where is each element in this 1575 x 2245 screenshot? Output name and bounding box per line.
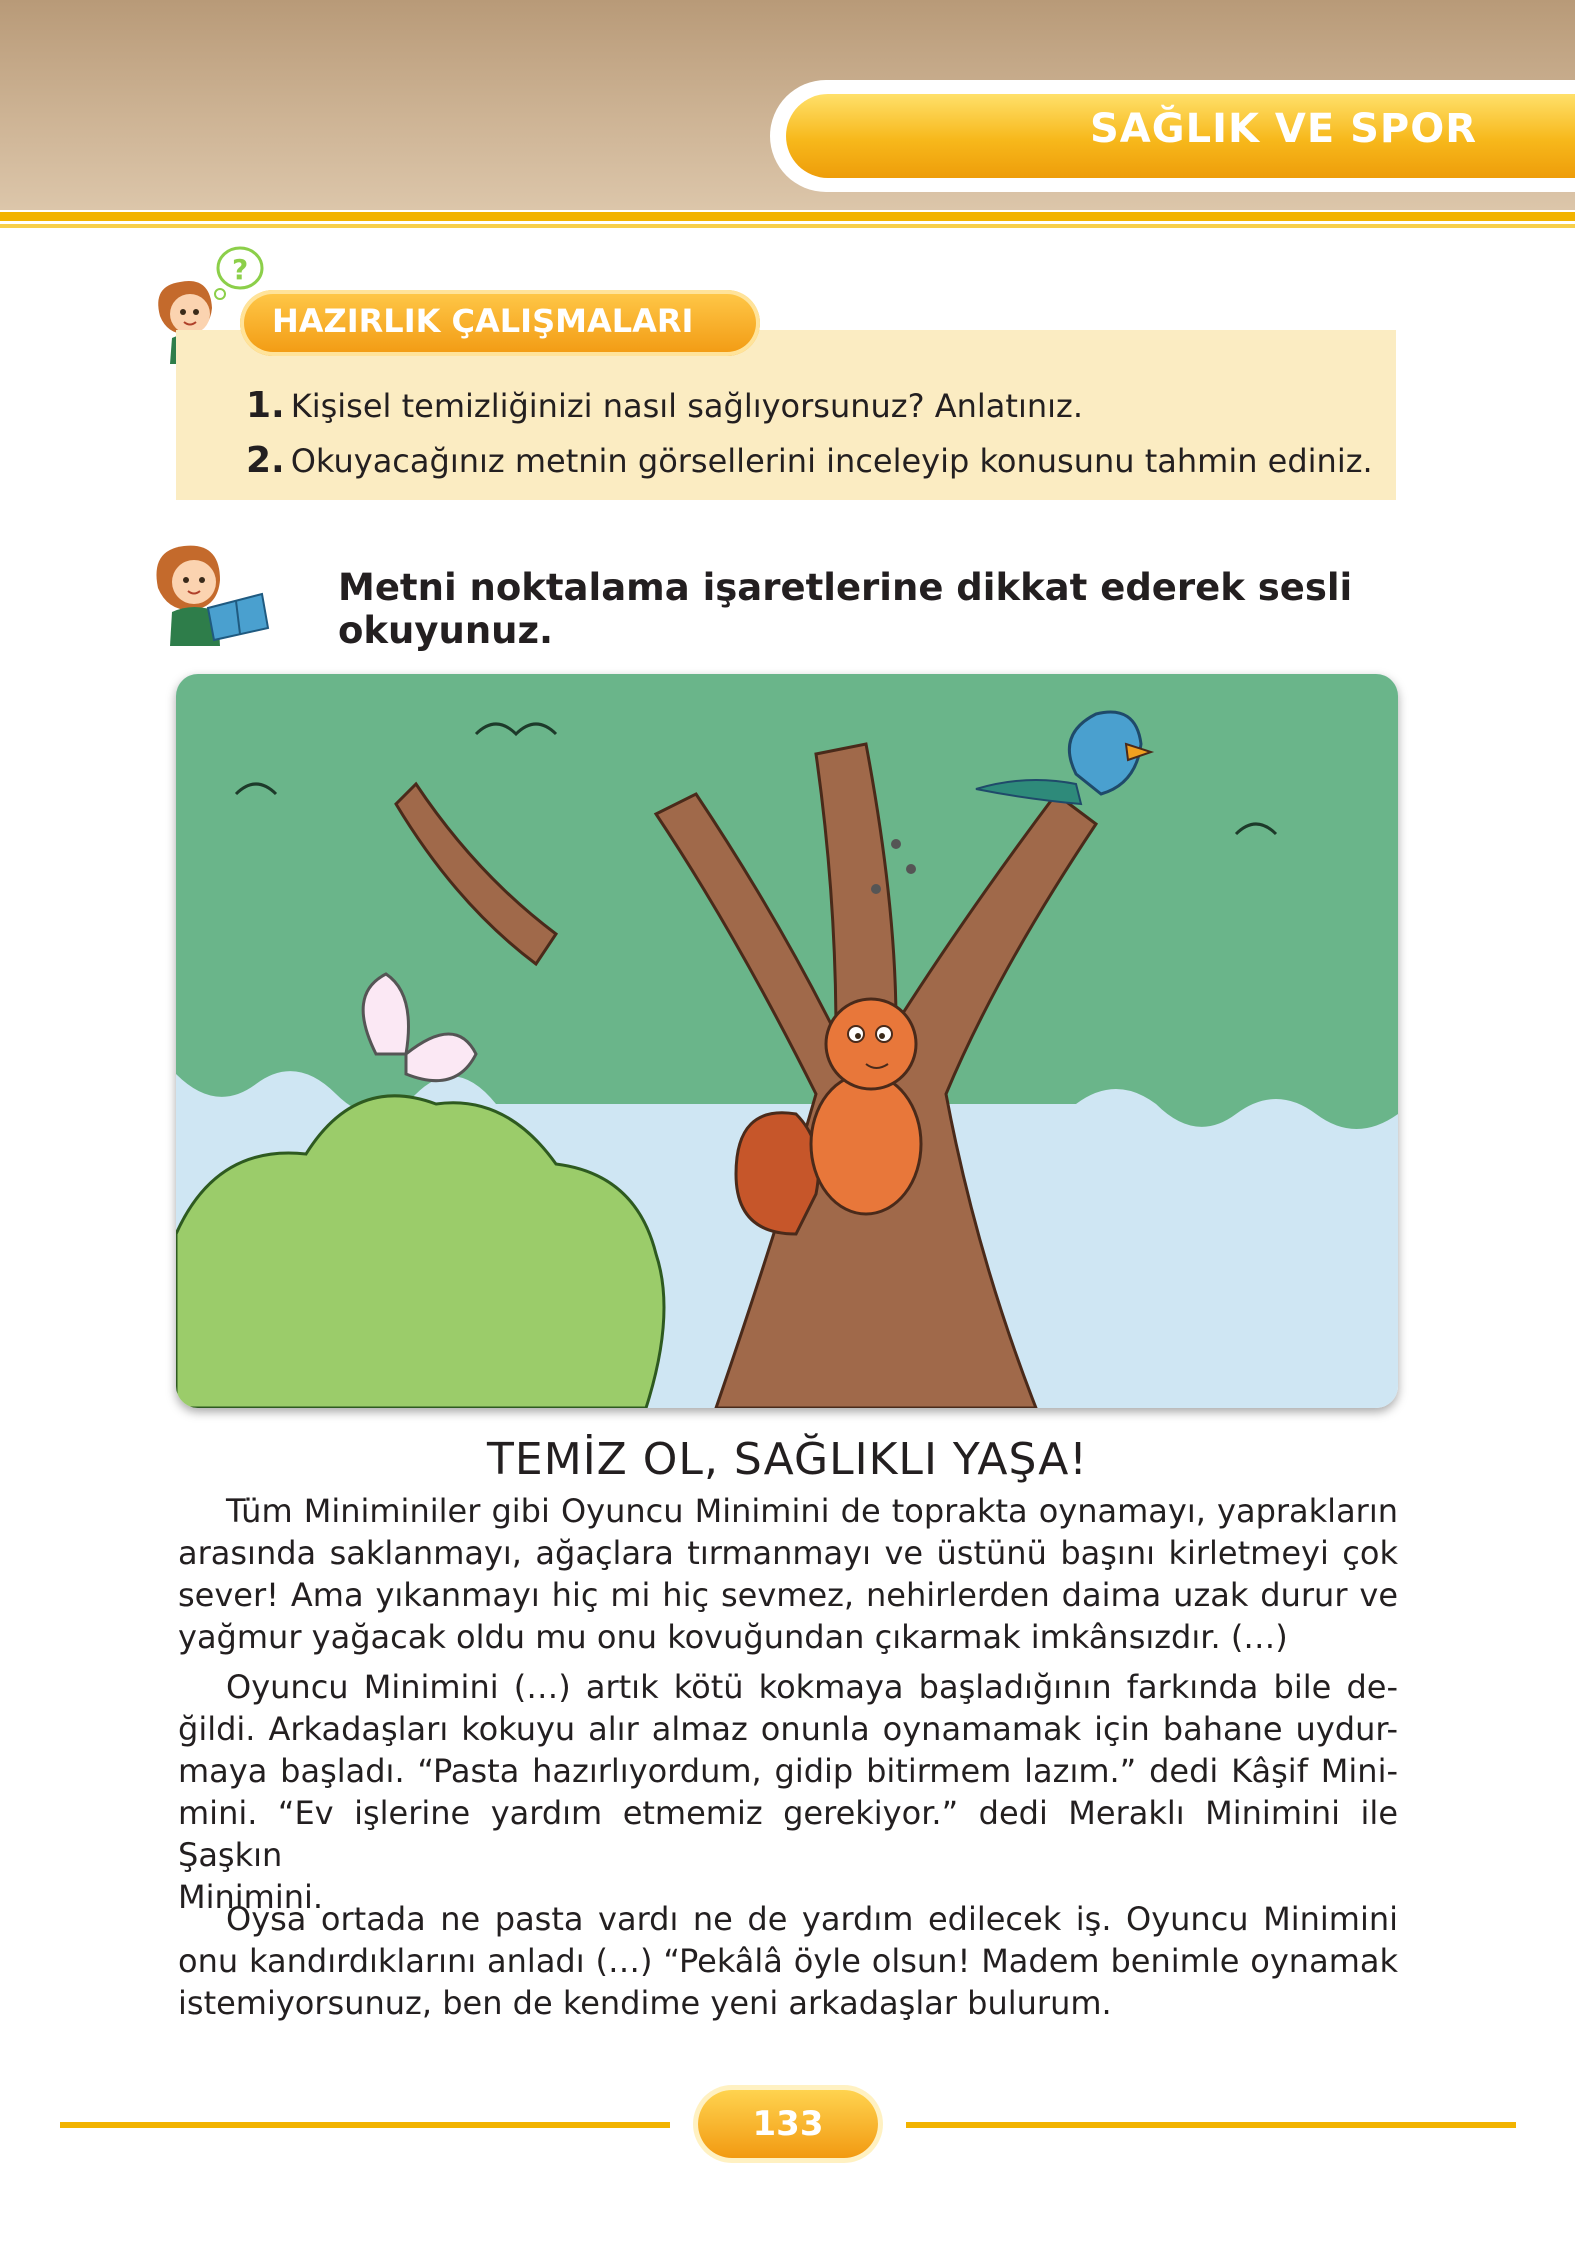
text-line: onu kandırdıklarını anladı (…) “Pekâlâ öyle olsun! Madem benimle oynamak xyxy=(178,1942,1398,1980)
story-illustration xyxy=(176,674,1398,1408)
story-paragraph xyxy=(178,1898,1398,2024)
text-line: Minimini. xyxy=(178,1878,324,1916)
unit-title: SAĞLIK VE SPOR xyxy=(1090,106,1478,152)
text-line: mini. “Ev işlerine yardım etmemiz gerekiyor.” dedi Meraklı Minimini ile Şaşkın xyxy=(178,1794,1398,1874)
footer-rule-left xyxy=(60,2122,670,2128)
text-line: Oysa ortada ne pasta vardı ne de yardım edilecek iş. Oyuncu Minimini xyxy=(226,1900,1398,1938)
header-rule xyxy=(0,212,1575,221)
text-line: arasında saklanmayı, ağaçlara tırmanmayı ve üstünü başını kirletmeyi çok xyxy=(178,1534,1398,1572)
prep-item: 1. Kişisel temizliğinizi nasıl sağlıyorsunuz? Anlatınız. xyxy=(246,385,1083,426)
text-line: istemiyorsunuz, ben de kendime yeni arkadaşlar bulurum. xyxy=(178,1984,1112,2022)
text-line: maya başladı. “Pasta hazırlıyordum, gidip bitirmem lazım.” dedi Kâşif Mini- xyxy=(178,1752,1398,1790)
story-title: TEMİZ OL, SAĞLIKLI YAŞA! xyxy=(487,1434,1088,1485)
footer-rule-right xyxy=(906,2122,1516,2128)
story-paragraph xyxy=(178,1666,1398,1918)
text-line: Oyuncu Minimini (…) artık kötü kokmaya başladığının farkında bile de- xyxy=(226,1668,1398,1706)
text-line: sever! Ama yıkanmayı hiç mi hiç sevmez, nehirlerden daima uzak durur ve xyxy=(178,1576,1398,1614)
page-number: 133 xyxy=(752,2104,824,2144)
text-line: yağmur yağacak oldu mu onu kovuğundan çıkarmak imkânsızdır. (…) xyxy=(178,1618,1288,1656)
reading-instruction: Metni noktalama işaretlerine dikkat ederek sesli okuyunuz. xyxy=(338,566,1353,652)
prep-item: 2. Okuyacağınız metnin görsellerini inceleyip konusunu tahmin ediniz. xyxy=(246,440,1373,481)
prep-title: HAZIRLIK ÇALIŞMALARI xyxy=(272,302,694,340)
girl-reading-icon xyxy=(150,528,300,648)
header-rule-thin xyxy=(0,224,1575,228)
text-line: Tüm Miniminiler gibi Oyuncu Minimini de toprakta oynamayı, yaprakların xyxy=(226,1492,1398,1530)
story-paragraph xyxy=(178,1490,1398,1658)
svg-text:?: ? xyxy=(232,253,249,286)
text-line: ğildi. Arkadaşları kokuyu alır almaz onunla oynamamak için bahane uydur- xyxy=(178,1710,1398,1748)
squirrel-tree-illustration xyxy=(176,674,1398,1408)
